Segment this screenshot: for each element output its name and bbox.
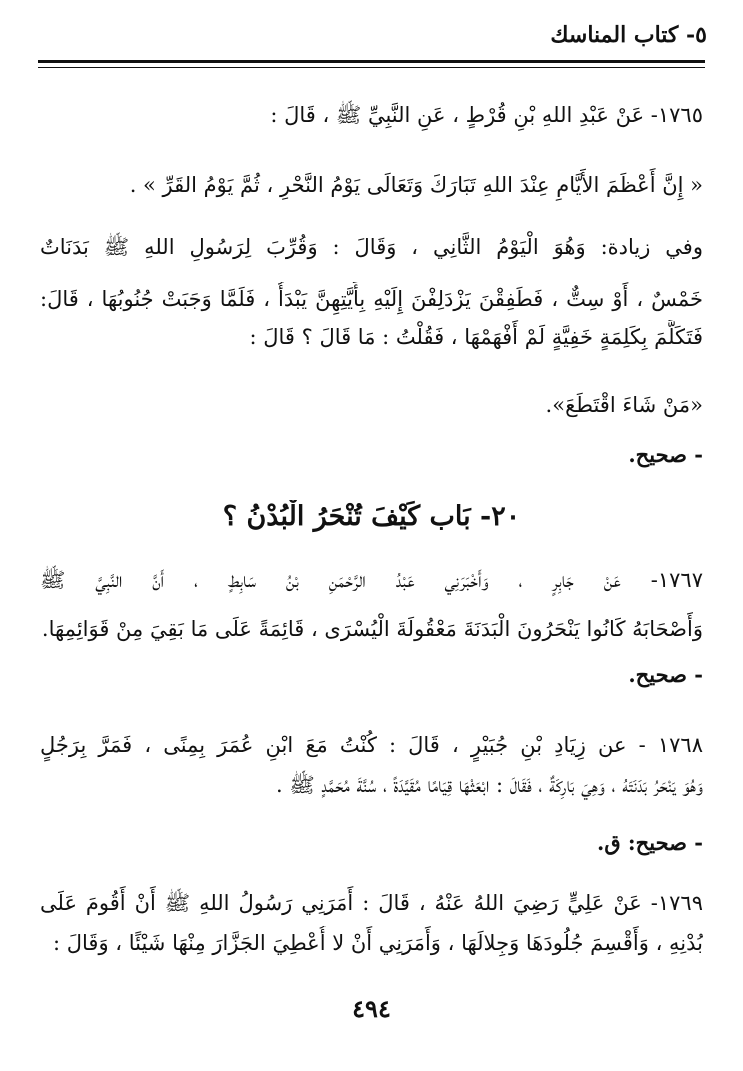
header-rule-thick xyxy=(38,60,705,63)
hadith-1767-line-1: ١٧٦٧- عَنْ جَابِرٍ ، وَأَخْبَرَنِي عَبْدُ الرَّحْمَنِ بْنُ سَابِطٍ ، أَنَّ النَّبِيَّ ﷺ xyxy=(40,568,703,592)
ziyada-line-3: فَتَكَلَّمَ بِكَلِمَةٍ خَفِيَّةٍ لَمْ أَفْهَمْهَا ، فَقُلْتُ : مَا قَالَ ؟ قَالَ : xyxy=(249,325,703,349)
ziyada-line-2: خَمْسٌ ، أَوْ سِتٌّ ، فَطَفِقْنَ يَزْدَلِفْنَ إِلَيْهِ بِأَيَّتِهِنَّ يَبْدَأُ ، فَلَمَّا وَجَبَتْ جُنُوبُهَا ، قَالَ: xyxy=(40,287,703,311)
header-rule-thin xyxy=(38,67,705,68)
hadith-1768-grade: - صحيح: ق. xyxy=(597,830,703,855)
hadith-1765-line-2: « إِنَّ أَعْظَمَ الأَيَّامِ عِنْدَ اللهِ تَبَارَكَ وَتَعَالَى يَوْمُ النَّحْرِ ، ثُمَّ يَوْمُ القَرِّ » . xyxy=(129,173,703,197)
hadith-1765-line-1: ١٧٦٥- عَنْ عَبْدِ اللهِ بْنِ قُرْطٍ ، عَنِ النَّبِيِّ ﷺ ، قَالَ : xyxy=(270,103,703,127)
ziyada-line-4: «مَنْ شَاءَ اقْتَطَعَ». xyxy=(545,393,703,417)
running-header-title: ٥- كتاب المناسك xyxy=(550,22,707,48)
ziyada-line-1: وفي زيادة: وَهُوَ الْيَوْمُ الثَّانِي ، وَقَالَ : وَقُرِّبَ لِرَسُولِ اللهِ ﷺ بَدَنَاتٌ xyxy=(40,235,703,259)
hadith-1767-grade: - صحيح. xyxy=(628,662,703,687)
hadith-1768-line-2: وَهُوَ يَنْحَرُ بَدَنَتَهُ ، وَهِيَ بَارِكَةٌ ، فَقَالَ : ابْعَثْهَا قِيَامًا مُقَيَّدَةً ، سُنَّةَ مُحَمَّدٍ ﷺ . xyxy=(276,773,703,797)
ziyada-grade: - صحيح. xyxy=(628,442,703,467)
hadith-1768-line-1: ١٧٦٨ - عن زِيَادِ بْنِ جُبَيْرٍ ، قَالَ : كُنْتُ مَعَ ابْنِ عُمَرَ بِمِنًى ، فَمَرَّ بِرَجُلٍ xyxy=(40,733,703,757)
hadith-1769-line-1: ١٧٦٩- عَنْ عَلِيٍّ رَضِيَ اللهُ عَنْهُ ، قَالَ : أَمَرَنِي رَسُولُ اللهِ ﷺ أَنْ أَقُومَ عَلَى xyxy=(40,891,703,915)
page-number: ٤٩٤ xyxy=(352,994,391,1023)
hadith-1769-line-2: بُدْنِهِ ، وَأَقْسِمَ جُلُودَهَا وَجِلالَهَا ، وَأَمَرَنِي أَنْ لا أُعْطِيَ الجَزَّارَ مِنْهَا شَيْئًا ، وَقَالَ : xyxy=(53,931,703,955)
chapter-heading: ٢٠- بَاب كَيْفَ تُنْحَرُ الْبُدْنُ ؟ xyxy=(222,501,521,532)
hadith-1767-line-2: وَأَصْحَابَهُ كَانُوا يَنْحَرُونَ الْبَدَنَةَ مَعْقُولَةَ الْيُسْرَى ، قَائِمَةً عَلَى مَا بَقِيَ مِنْ قَوَائِمِهَا. xyxy=(41,617,703,641)
